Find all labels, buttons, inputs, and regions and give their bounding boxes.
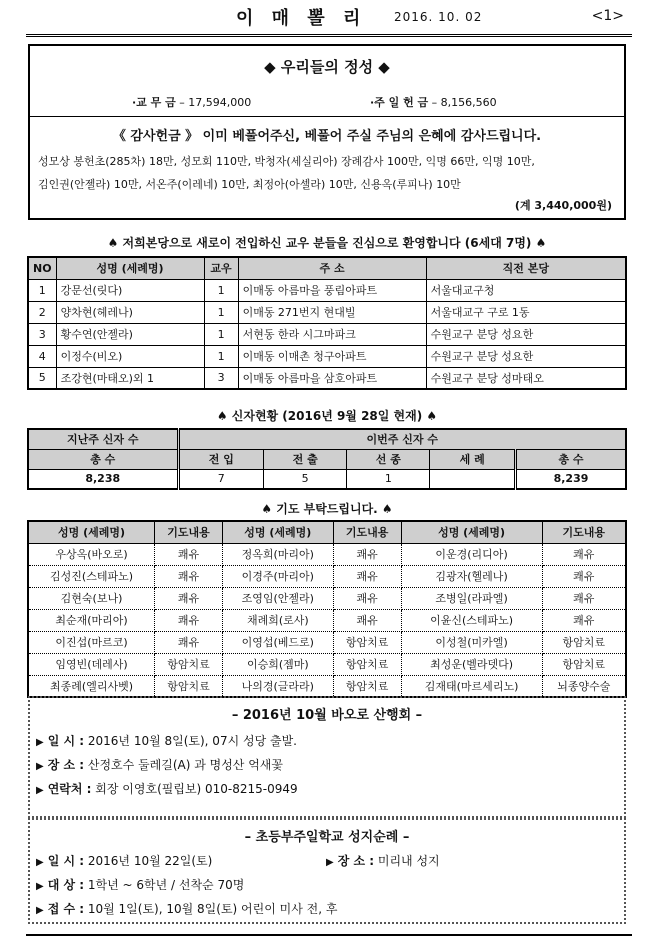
- cell-intention: 항암치료: [333, 631, 401, 653]
- cell-intention: 쾌유: [155, 565, 223, 587]
- hike-place-line: [36, 756, 283, 773]
- cell-intention: 항암치료: [542, 631, 626, 653]
- hike-date-line: [36, 732, 297, 749]
- cell-address: 이매동 아름마을 삼호아파트: [238, 367, 426, 389]
- cell-name: 양차현(헤레나): [56, 301, 204, 323]
- table-row: [28, 279, 626, 301]
- cell-intention: 쾌유: [333, 609, 401, 631]
- table-header-row: [28, 257, 626, 279]
- school-date-value: 2016년 10월 22일(토): [87, 854, 213, 868]
- arrow-icon: ▶: [326, 857, 334, 868]
- hike-place-label: 장 소 :: [47, 758, 85, 772]
- cell-name: 이영섭(베드로): [222, 631, 333, 653]
- table-header-row: [28, 521, 626, 543]
- hike-title: – 2016년 10월 바오로 산행회 –: [231, 708, 423, 723]
- hike-place-value: 산정호수 둘레길(A) 과 명성산 억새꽃: [87, 758, 283, 772]
- col-name: 성명 (세례명): [401, 521, 542, 543]
- offering-heading: ◆ 우리들의 정성 ◆: [264, 58, 390, 76]
- cell-intention: 쾌유: [333, 587, 401, 609]
- believers-table: [27, 428, 627, 490]
- col-transfer-in: 전 입: [178, 449, 264, 469]
- page-number: <1>: [591, 8, 624, 24]
- cell-address: 이매동 이매촌 청구아파트: [238, 345, 426, 367]
- table-row: [28, 609, 626, 631]
- cell-intention: 쾌유: [333, 543, 401, 565]
- arrow-icon: ▶: [36, 857, 44, 868]
- arrow-icon: ▶: [36, 905, 44, 916]
- death-value: 1: [347, 469, 430, 489]
- cell-address: 이매동 271번지 현대빌: [238, 301, 426, 323]
- cell-no: 2: [28, 301, 56, 323]
- believers-title: ♠ 신자현황 (2016년 9월 28일 현재) ♠: [216, 409, 438, 423]
- col-transfer-out: 전 출: [264, 449, 347, 469]
- table-row: [28, 469, 626, 489]
- sunday-row: [370, 94, 497, 110]
- sunday-value: – 8,156,560: [431, 96, 497, 109]
- cell-intention: 항암치료: [155, 675, 223, 697]
- school-apply-line: [36, 900, 337, 917]
- cell-intention: 항암치료: [333, 653, 401, 675]
- thanks-heading: 《 감사헌금 》 이미 베풀어주신, 베풀어 주실 주님의 은혜에 감사드립니다.: [112, 129, 542, 144]
- cell-intention: 쾌유: [542, 565, 626, 587]
- cell-no: 4: [28, 345, 56, 367]
- col-name: 성명 (세례명): [28, 521, 155, 543]
- this-total-value: 8,239: [516, 469, 627, 489]
- offering-box: [28, 44, 626, 220]
- cell-count: 1: [204, 323, 238, 345]
- new-members-table: [27, 256, 627, 390]
- cell-name: 이진섭(마르코): [28, 631, 155, 653]
- cell-name: 조병일(라파엘): [401, 587, 542, 609]
- school-target-label: 대 상 :: [47, 878, 85, 892]
- cell-name: 이운경(리디아): [401, 543, 542, 565]
- this-total-header: 총 수: [516, 449, 627, 469]
- offering-total: (계 3,440,000원): [514, 199, 612, 212]
- hike-contact-value: 회장 이영호(필립보) 010-8215-0949: [95, 782, 298, 796]
- cell-prev-parish: 서울대교구 구로 1동: [426, 301, 626, 323]
- col-intention: 기도내용: [333, 521, 401, 543]
- cell-intention: 쾌유: [155, 543, 223, 565]
- cell-intention: 항암치료: [542, 653, 626, 675]
- col-intention: 기도내용: [542, 521, 626, 543]
- table-row: [28, 301, 626, 323]
- col-name: 성명 (세례명): [222, 521, 333, 543]
- donor-line: 성모상 봉헌초(285차) 18만, 성모회 110만, 박청자(세실리아) 장례감사 100만, 익명 66만, 익명 10만,: [38, 155, 535, 168]
- table-row: [28, 653, 626, 675]
- cell-intention: 쾌유: [333, 565, 401, 587]
- arrow-icon: ▶: [36, 737, 44, 748]
- hike-event-box: [28, 696, 626, 818]
- bulletin-date: 2016. 10. 02: [394, 10, 483, 24]
- cell-name: 김성진(스테파노): [28, 565, 155, 587]
- baptism-value: [430, 469, 516, 489]
- school-place-value: 미리내 성지: [377, 854, 440, 868]
- cell-intention: 쾌유: [155, 631, 223, 653]
- hike-contact-label: 연락처 :: [47, 782, 92, 796]
- cell-name: 김광자(헬레나): [401, 565, 542, 587]
- school-place-line: [326, 852, 440, 869]
- cell-no: 1: [28, 279, 56, 301]
- cell-address: 이매동 아름마을 풍림아파트: [238, 279, 426, 301]
- cell-prev-parish: 수원교구 분당 성요한: [426, 345, 626, 367]
- cell-prev-parish: 수원교구 분당 성요한: [426, 323, 626, 345]
- col-intention: 기도내용: [155, 521, 223, 543]
- school-apply-label: 접 수 :: [47, 902, 85, 916]
- sunday-label: ·주 일 헌 금: [370, 96, 429, 109]
- cell-intention: 쾌유: [155, 609, 223, 631]
- col-no: NO: [28, 257, 56, 279]
- table-row: [28, 631, 626, 653]
- cell-prev-parish: 서울대교구청: [426, 279, 626, 301]
- last-total-header: 총 수: [28, 449, 178, 469]
- cell-count: 1: [204, 279, 238, 301]
- cell-name: 임영빈(데레사): [28, 653, 155, 675]
- gyomu-row: [132, 94, 251, 110]
- table-row: [28, 543, 626, 565]
- bulletin-title: 이 매 뽈 리: [236, 8, 367, 29]
- transfer-in-value: 7: [178, 469, 264, 489]
- cell-name: 김현숙(보나): [28, 587, 155, 609]
- cell-intention: 쾌유: [155, 587, 223, 609]
- arrow-icon: ▶: [36, 761, 44, 772]
- cell-name: 조강현(마태오)외 1: [56, 367, 204, 389]
- header-rule: [26, 34, 632, 37]
- this-week-header: 이번주 신자 수: [178, 429, 626, 449]
- cell-count: 1: [204, 301, 238, 323]
- table-row: [28, 367, 626, 389]
- col-name: 성명 (세례명): [56, 257, 204, 279]
- school-date-label: 일 시 :: [47, 854, 85, 868]
- cell-intention: 쾌유: [542, 543, 626, 565]
- arrow-icon: ▶: [36, 785, 44, 796]
- last-week-header: 지난주 신자 수: [28, 429, 178, 449]
- cell-name: 이정수(비오): [56, 345, 204, 367]
- header: [26, 4, 632, 30]
- last-total-value: 8,238: [28, 469, 178, 489]
- cell-prev-parish: 수원교구 분당 성마태오: [426, 367, 626, 389]
- donor-line: 김인권(안젤라) 10만, 서온주(이레네) 10만, 최정아(아셀라) 10만, 신용옥(루피나) 10만: [38, 178, 461, 191]
- hike-date-label: 일 시 :: [47, 734, 85, 748]
- cell-count: 1: [204, 345, 238, 367]
- school-target-line: [36, 876, 244, 893]
- cell-intention: 뇌종양수술: [542, 675, 626, 697]
- cell-name: 김재태(마르세리노): [401, 675, 542, 697]
- hike-date-value: 2016년 10월 8일(토), 07시 성당 출발.: [87, 734, 297, 748]
- table-row: [28, 565, 626, 587]
- cell-name: 채례희(로사): [222, 609, 333, 631]
- arrow-icon: ▶: [36, 881, 44, 892]
- prayer-title: ♠ 기도 부탁드립니다. ♠: [261, 502, 393, 516]
- cell-name: 조영임(안젤라): [222, 587, 333, 609]
- table-row: [28, 345, 626, 367]
- school-date-line: [36, 852, 212, 869]
- cell-name: 이윤신(스테파노): [401, 609, 542, 631]
- cell-no: 3: [28, 323, 56, 345]
- cell-count: 3: [204, 367, 238, 389]
- col-death: 선 종: [347, 449, 430, 469]
- cell-name: 이경주(마리아): [222, 565, 333, 587]
- col-address: 주 소: [238, 257, 426, 279]
- offering-divider: [30, 116, 624, 117]
- cell-name: 강문선(릿다): [56, 279, 204, 301]
- school-event-box: [28, 818, 626, 924]
- cell-name: 정옥희(마리아): [222, 543, 333, 565]
- footer-rule: [26, 934, 632, 936]
- prayer-table: [27, 520, 627, 698]
- school-title: – 초등부주일학교 성지순례 –: [244, 830, 410, 845]
- cell-intention: 항암치료: [155, 653, 223, 675]
- gyomu-label: ·교 무 금: [132, 96, 176, 109]
- transfer-out-value: 5: [264, 469, 347, 489]
- col-prev-parish: 직전 본당: [426, 257, 626, 279]
- table-row: [28, 587, 626, 609]
- new-members-title: ♠ 저희본당으로 새로이 전입하신 교우 분들을 진심으로 환영합니다 (6세대 7명) ♠: [107, 236, 547, 250]
- col-baptism: 세 례: [430, 449, 516, 469]
- cell-intention: 쾌유: [542, 587, 626, 609]
- table-header-row: [28, 429, 626, 449]
- school-place-label: 장 소 :: [337, 854, 375, 868]
- school-apply-value: 10월 1일(토), 10월 8일(토) 어린이 미사 전, 후: [87, 902, 338, 916]
- hike-contact-line: [36, 780, 298, 797]
- cell-name: 최종례(엘리사벳): [28, 675, 155, 697]
- table-row: [28, 323, 626, 345]
- cell-name: 우상옥(바오로): [28, 543, 155, 565]
- cell-intention: 쾌유: [542, 609, 626, 631]
- cell-address: 서현동 한라 시그마파크: [238, 323, 426, 345]
- table-row: [28, 675, 626, 697]
- table-header-row: [28, 449, 626, 469]
- donor-list: [38, 150, 616, 196]
- cell-intention: 항암치료: [333, 675, 401, 697]
- cell-name: 나의경(글라라): [222, 675, 333, 697]
- cell-name: 이성철(미카엘): [401, 631, 542, 653]
- col-count: 교우: [204, 257, 238, 279]
- cell-name: 황수연(안젤라): [56, 323, 204, 345]
- cell-no: 5: [28, 367, 56, 389]
- cell-name: 이승희(젬마): [222, 653, 333, 675]
- school-target-value: 1학년 ~ 6학년 / 선착순 70명: [87, 878, 245, 892]
- gyomu-value: – 17,594,000: [179, 96, 252, 109]
- cell-name: 최순재(마리아): [28, 609, 155, 631]
- cell-name: 최성운(벨라뎃다): [401, 653, 542, 675]
